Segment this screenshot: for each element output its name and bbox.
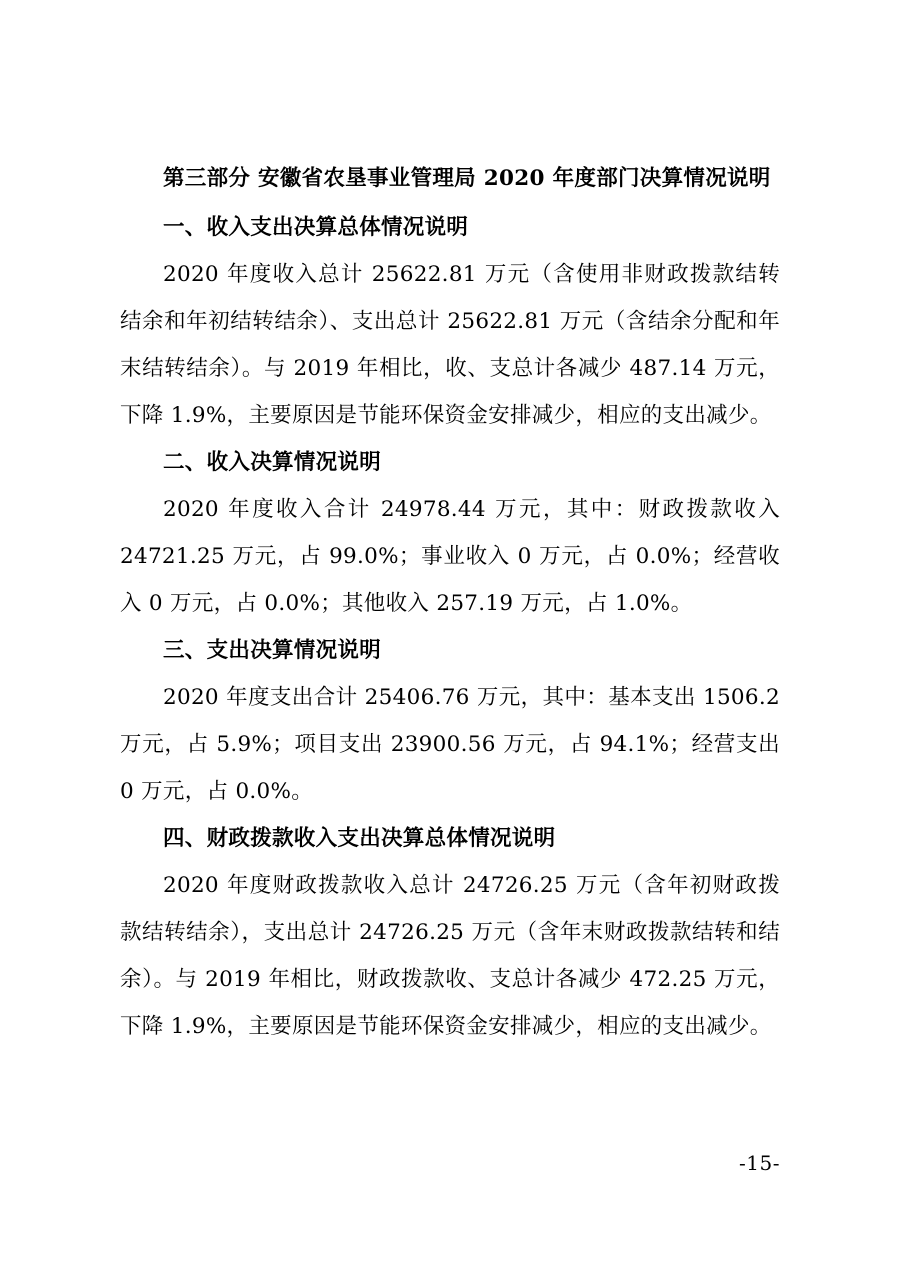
section-title: 第三部分 安徽省农垦事业管理局 2020 年度部门决算情况说明: [163, 166, 771, 191]
heading-2: 二、收入决算情况说明: [163, 450, 382, 475]
paragraph-2: 2020 年度收入合计 24978.44 万元，其中：财政拨款收入 24721.25 万元，占 99.0%；事业收入 0 万元，占 0.0%；经营收入 0 万元，占 0.0%；其他收入 257.19 万元，占 1.0%。: [120, 497, 780, 616]
heading-3: 三、支出决算情况说明: [163, 638, 382, 663]
heading-4: 四、财政拨款收入支出决算总体情况说明: [163, 826, 556, 851]
paragraph-3: 2020 年度支出合计 25406.76 万元，其中：基本支出 1506.2 万元，占 5.9%；项目支出 23900.56 万元，占 94.1%；经营支出 0 万元，占 0.0%。: [120, 685, 780, 804]
paragraph-1: 2020 年度收入总计 25622.81 万元（含使用非财政拨款结转结余和年初结转结余）、支出总计 25622.81 万元（含结余分配和年末结转结余）。与 2019 年相比，收、支总计各减少 487.14 万元，下降 1.9%，主要原因是节能环保资金安排减少，相应的支出减少。: [120, 262, 780, 428]
paragraph-4: 2020 年度财政拨款收入总计 24726.25 万元（含年初财政拨款结转结余），支出总计 24726.25 万元（含年末财政拨款结转和结余）。与 2019 年相比，财政拨款收、支总计各减少 472.25 万元，下降 1.9%，主要原因是节能环保资金安排减少，相应的支出减少。: [120, 873, 780, 1039]
heading-1: 一、收入支出决算总体情况说明: [163, 215, 469, 240]
page-number: -15-: [739, 1151, 780, 1175]
document-body: [120, 155, 780, 1050]
